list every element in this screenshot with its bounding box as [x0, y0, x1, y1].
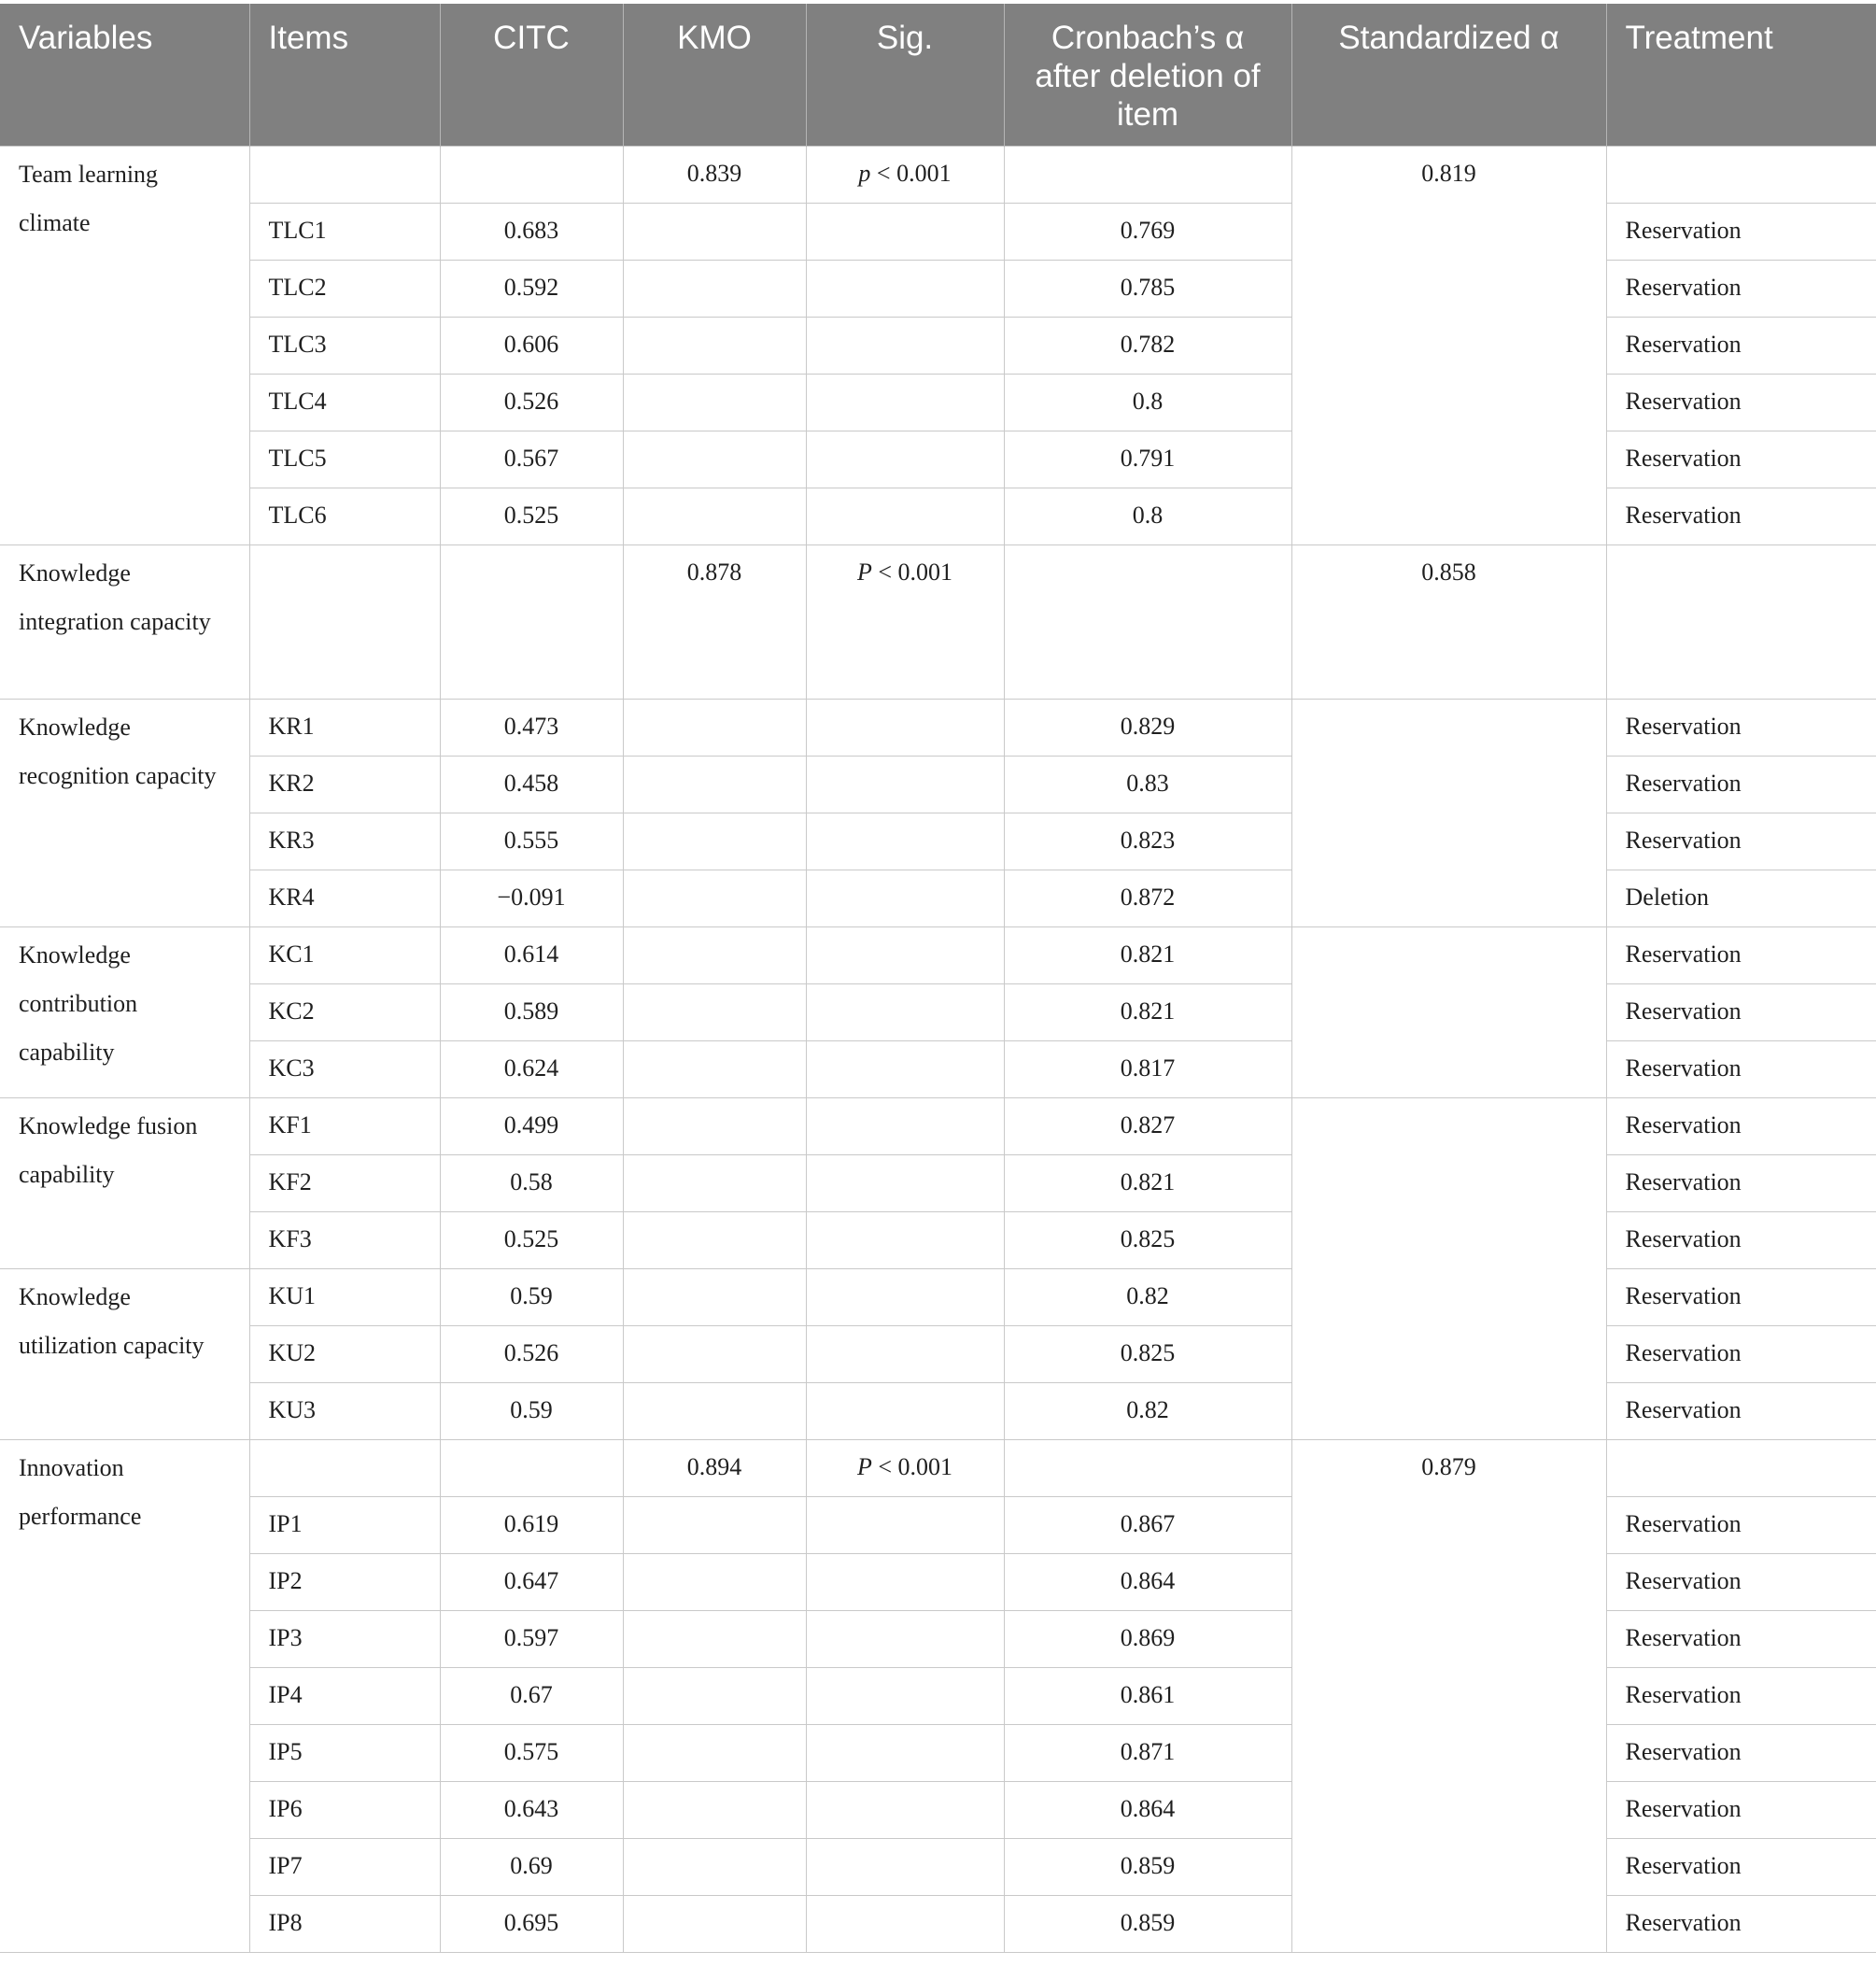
- item-cell: IP2: [249, 1553, 440, 1610]
- citc-cell: 0.67: [440, 1667, 623, 1724]
- alpha-deleted-cell: 0.872: [1004, 870, 1291, 926]
- item-cell: IP3: [249, 1610, 440, 1667]
- alpha-deleted-cell: 0.864: [1004, 1553, 1291, 1610]
- variable-cell: Team learning climate: [0, 146, 249, 544]
- treatment-cell: Reservation: [1606, 1667, 1876, 1724]
- table-row: [0, 1439, 1876, 1496]
- alpha-deleted-cell: 0.785: [1004, 260, 1291, 317]
- treatment-cell: Reservation: [1606, 813, 1876, 870]
- citc-cell: −0.091: [440, 870, 623, 926]
- item-cell: IP8: [249, 1895, 440, 1952]
- alpha-deleted-cell: 0.8: [1004, 374, 1291, 431]
- table-row: [0, 544, 1876, 699]
- item-cell: TLC4: [249, 374, 440, 431]
- citc-cell: 0.597: [440, 1610, 623, 1667]
- citc-cell: 0.619: [440, 1496, 623, 1553]
- table-row: [0, 699, 1876, 756]
- header-alpha-after-deletion: Cronbach’s α after deletion of item: [1004, 4, 1291, 146]
- treatment-cell: Reservation: [1606, 1325, 1876, 1382]
- sig-cell: P < 0.001: [806, 544, 1004, 699]
- item-cell: KC1: [249, 926, 440, 983]
- item-cell: KR3: [249, 813, 440, 870]
- standardized-alpha-cell: 0.819: [1291, 146, 1606, 544]
- treatment-cell: Reservation: [1606, 1382, 1876, 1439]
- treatment-cell: Reservation: [1606, 1553, 1876, 1610]
- citc-cell: 0.592: [440, 260, 623, 317]
- alpha-deleted-cell: 0.782: [1004, 317, 1291, 374]
- header-items: Items: [249, 4, 440, 146]
- header-row: [0, 4, 1876, 146]
- item-cell: KF3: [249, 1211, 440, 1268]
- citc-cell: 0.643: [440, 1781, 623, 1838]
- alpha-deleted-cell: 0.821: [1004, 983, 1291, 1040]
- item-cell: KR2: [249, 756, 440, 813]
- citc-cell: 0.647: [440, 1553, 623, 1610]
- treatment-cell: Reservation: [1606, 1838, 1876, 1895]
- alpha-deleted-cell: 0.869: [1004, 1610, 1291, 1667]
- item-cell: IP1: [249, 1496, 440, 1553]
- alpha-deleted-cell: 0.861: [1004, 1667, 1291, 1724]
- treatment-cell: Reservation: [1606, 1610, 1876, 1667]
- citc-cell: 0.59: [440, 1268, 623, 1325]
- sig-cell: P < 0.001: [806, 1439, 1004, 1496]
- item-cell: KU3: [249, 1382, 440, 1439]
- header-treatment: Treatment: [1606, 4, 1876, 146]
- treatment-cell: Reservation: [1606, 1268, 1876, 1325]
- item-cell: KR4: [249, 870, 440, 926]
- citc-cell: 0.589: [440, 983, 623, 1040]
- item-cell: IP5: [249, 1724, 440, 1781]
- item-cell: KC2: [249, 983, 440, 1040]
- treatment-cell: Reservation: [1606, 260, 1876, 317]
- treatment-cell: Reservation: [1606, 1040, 1876, 1097]
- alpha-deleted-cell: 0.867: [1004, 1496, 1291, 1553]
- treatment-cell: Reservation: [1606, 1781, 1876, 1838]
- citc-cell: 0.525: [440, 488, 623, 544]
- reliability-table: [0, 4, 1876, 1953]
- alpha-deleted-cell: 0.859: [1004, 1895, 1291, 1952]
- treatment-cell: Reservation: [1606, 1211, 1876, 1268]
- table-body: [0, 146, 1876, 1952]
- alpha-deleted-cell: 0.859: [1004, 1838, 1291, 1895]
- alpha-deleted-cell: 0.83: [1004, 756, 1291, 813]
- item-cell: TLC3: [249, 317, 440, 374]
- treatment-cell: Reservation: [1606, 756, 1876, 813]
- alpha-deleted-cell: 0.8: [1004, 488, 1291, 544]
- alpha-deleted-cell: 0.823: [1004, 813, 1291, 870]
- item-cell: IP4: [249, 1667, 440, 1724]
- alpha-deleted-cell: 0.829: [1004, 699, 1291, 756]
- alpha-deleted-cell: 0.871: [1004, 1724, 1291, 1781]
- alpha-deleted-cell: 0.769: [1004, 203, 1291, 260]
- citc-cell: 0.58: [440, 1154, 623, 1211]
- alpha-deleted-cell: 0.82: [1004, 1382, 1291, 1439]
- item-cell: IP6: [249, 1781, 440, 1838]
- table-row: [0, 926, 1876, 983]
- alpha-deleted-cell: 0.821: [1004, 1154, 1291, 1211]
- variable-cell: Knowledge integration capacity: [0, 544, 249, 699]
- citc-cell: 0.683: [440, 203, 623, 260]
- variable-cell: Knowledge recognition capacity: [0, 699, 249, 926]
- header-kmo: KMO: [623, 4, 806, 146]
- item-cell: TLC5: [249, 431, 440, 488]
- treatment-cell: Reservation: [1606, 1895, 1876, 1952]
- kmo-cell: 0.878: [623, 544, 806, 699]
- treatment-cell: Reservation: [1606, 699, 1876, 756]
- item-cell: TLC6: [249, 488, 440, 544]
- table-header: [0, 4, 1876, 146]
- alpha-deleted-cell: 0.864: [1004, 1781, 1291, 1838]
- sig-cell: p < 0.001: [806, 146, 1004, 203]
- alpha-deleted-cell: 0.82: [1004, 1268, 1291, 1325]
- header-variables: Variables: [0, 4, 249, 146]
- alpha-deleted-cell: 0.825: [1004, 1325, 1291, 1382]
- item-cell: KR1: [249, 699, 440, 756]
- treatment-cell: Reservation: [1606, 1496, 1876, 1553]
- citc-cell: 0.567: [440, 431, 623, 488]
- variable-cell: Knowledge fusion capability: [0, 1097, 249, 1268]
- citc-cell: 0.555: [440, 813, 623, 870]
- citc-cell: 0.575: [440, 1724, 623, 1781]
- treatment-cell: Reservation: [1606, 317, 1876, 374]
- kmo-cell: 0.894: [623, 1439, 806, 1496]
- citc-cell: 0.624: [440, 1040, 623, 1097]
- variable-cell: Knowledge contribution capability: [0, 926, 249, 1097]
- item-cell: TLC2: [249, 260, 440, 317]
- citc-cell: 0.473: [440, 699, 623, 756]
- variable-cell: Innovation performance: [0, 1439, 249, 1952]
- treatment-cell: Reservation: [1606, 1097, 1876, 1154]
- alpha-deleted-cell: 0.825: [1004, 1211, 1291, 1268]
- citc-cell: 0.526: [440, 374, 623, 431]
- treatment-cell: Reservation: [1606, 1154, 1876, 1211]
- treatment-cell: Reservation: [1606, 1724, 1876, 1781]
- treatment-cell: Reservation: [1606, 431, 1876, 488]
- header-citc: CITC: [440, 4, 623, 146]
- item-cell: TLC1: [249, 203, 440, 260]
- alpha-deleted-cell: 0.827: [1004, 1097, 1291, 1154]
- table-row: [0, 146, 1876, 203]
- kmo-cell: 0.839: [623, 146, 806, 203]
- citc-cell: 0.59: [440, 1382, 623, 1439]
- item-cell: KF2: [249, 1154, 440, 1211]
- citc-cell: 0.614: [440, 926, 623, 983]
- header-standardized-alpha: Standardized α: [1291, 4, 1606, 146]
- variable-cell: Knowledge utilization capacity: [0, 1268, 249, 1439]
- standardized-alpha-cell: 0.879: [1291, 1439, 1606, 1952]
- item-cell: KU1: [249, 1268, 440, 1325]
- treatment-cell: Reservation: [1606, 983, 1876, 1040]
- citc-cell: 0.525: [440, 1211, 623, 1268]
- standardized-alpha-cell: 0.858: [1291, 544, 1606, 699]
- treatment-cell: Reservation: [1606, 203, 1876, 260]
- citc-cell: 0.606: [440, 317, 623, 374]
- citc-cell: 0.69: [440, 1838, 623, 1895]
- citc-cell: 0.499: [440, 1097, 623, 1154]
- treatment-cell: Reservation: [1606, 926, 1876, 983]
- treatment-cell: Reservation: [1606, 374, 1876, 431]
- header-sig: Sig.: [806, 4, 1004, 146]
- alpha-deleted-cell: 0.821: [1004, 926, 1291, 983]
- item-cell: KF1: [249, 1097, 440, 1154]
- citc-cell: 0.526: [440, 1325, 623, 1382]
- alpha-deleted-cell: 0.791: [1004, 431, 1291, 488]
- item-cell: IP7: [249, 1838, 440, 1895]
- citc-cell: 0.458: [440, 756, 623, 813]
- item-cell: KC3: [249, 1040, 440, 1097]
- item-cell: KU2: [249, 1325, 440, 1382]
- table-row: [0, 1097, 1876, 1154]
- treatment-cell: Deletion: [1606, 870, 1876, 926]
- citc-cell: 0.695: [440, 1895, 623, 1952]
- alpha-deleted-cell: 0.817: [1004, 1040, 1291, 1097]
- treatment-cell: Reservation: [1606, 488, 1876, 544]
